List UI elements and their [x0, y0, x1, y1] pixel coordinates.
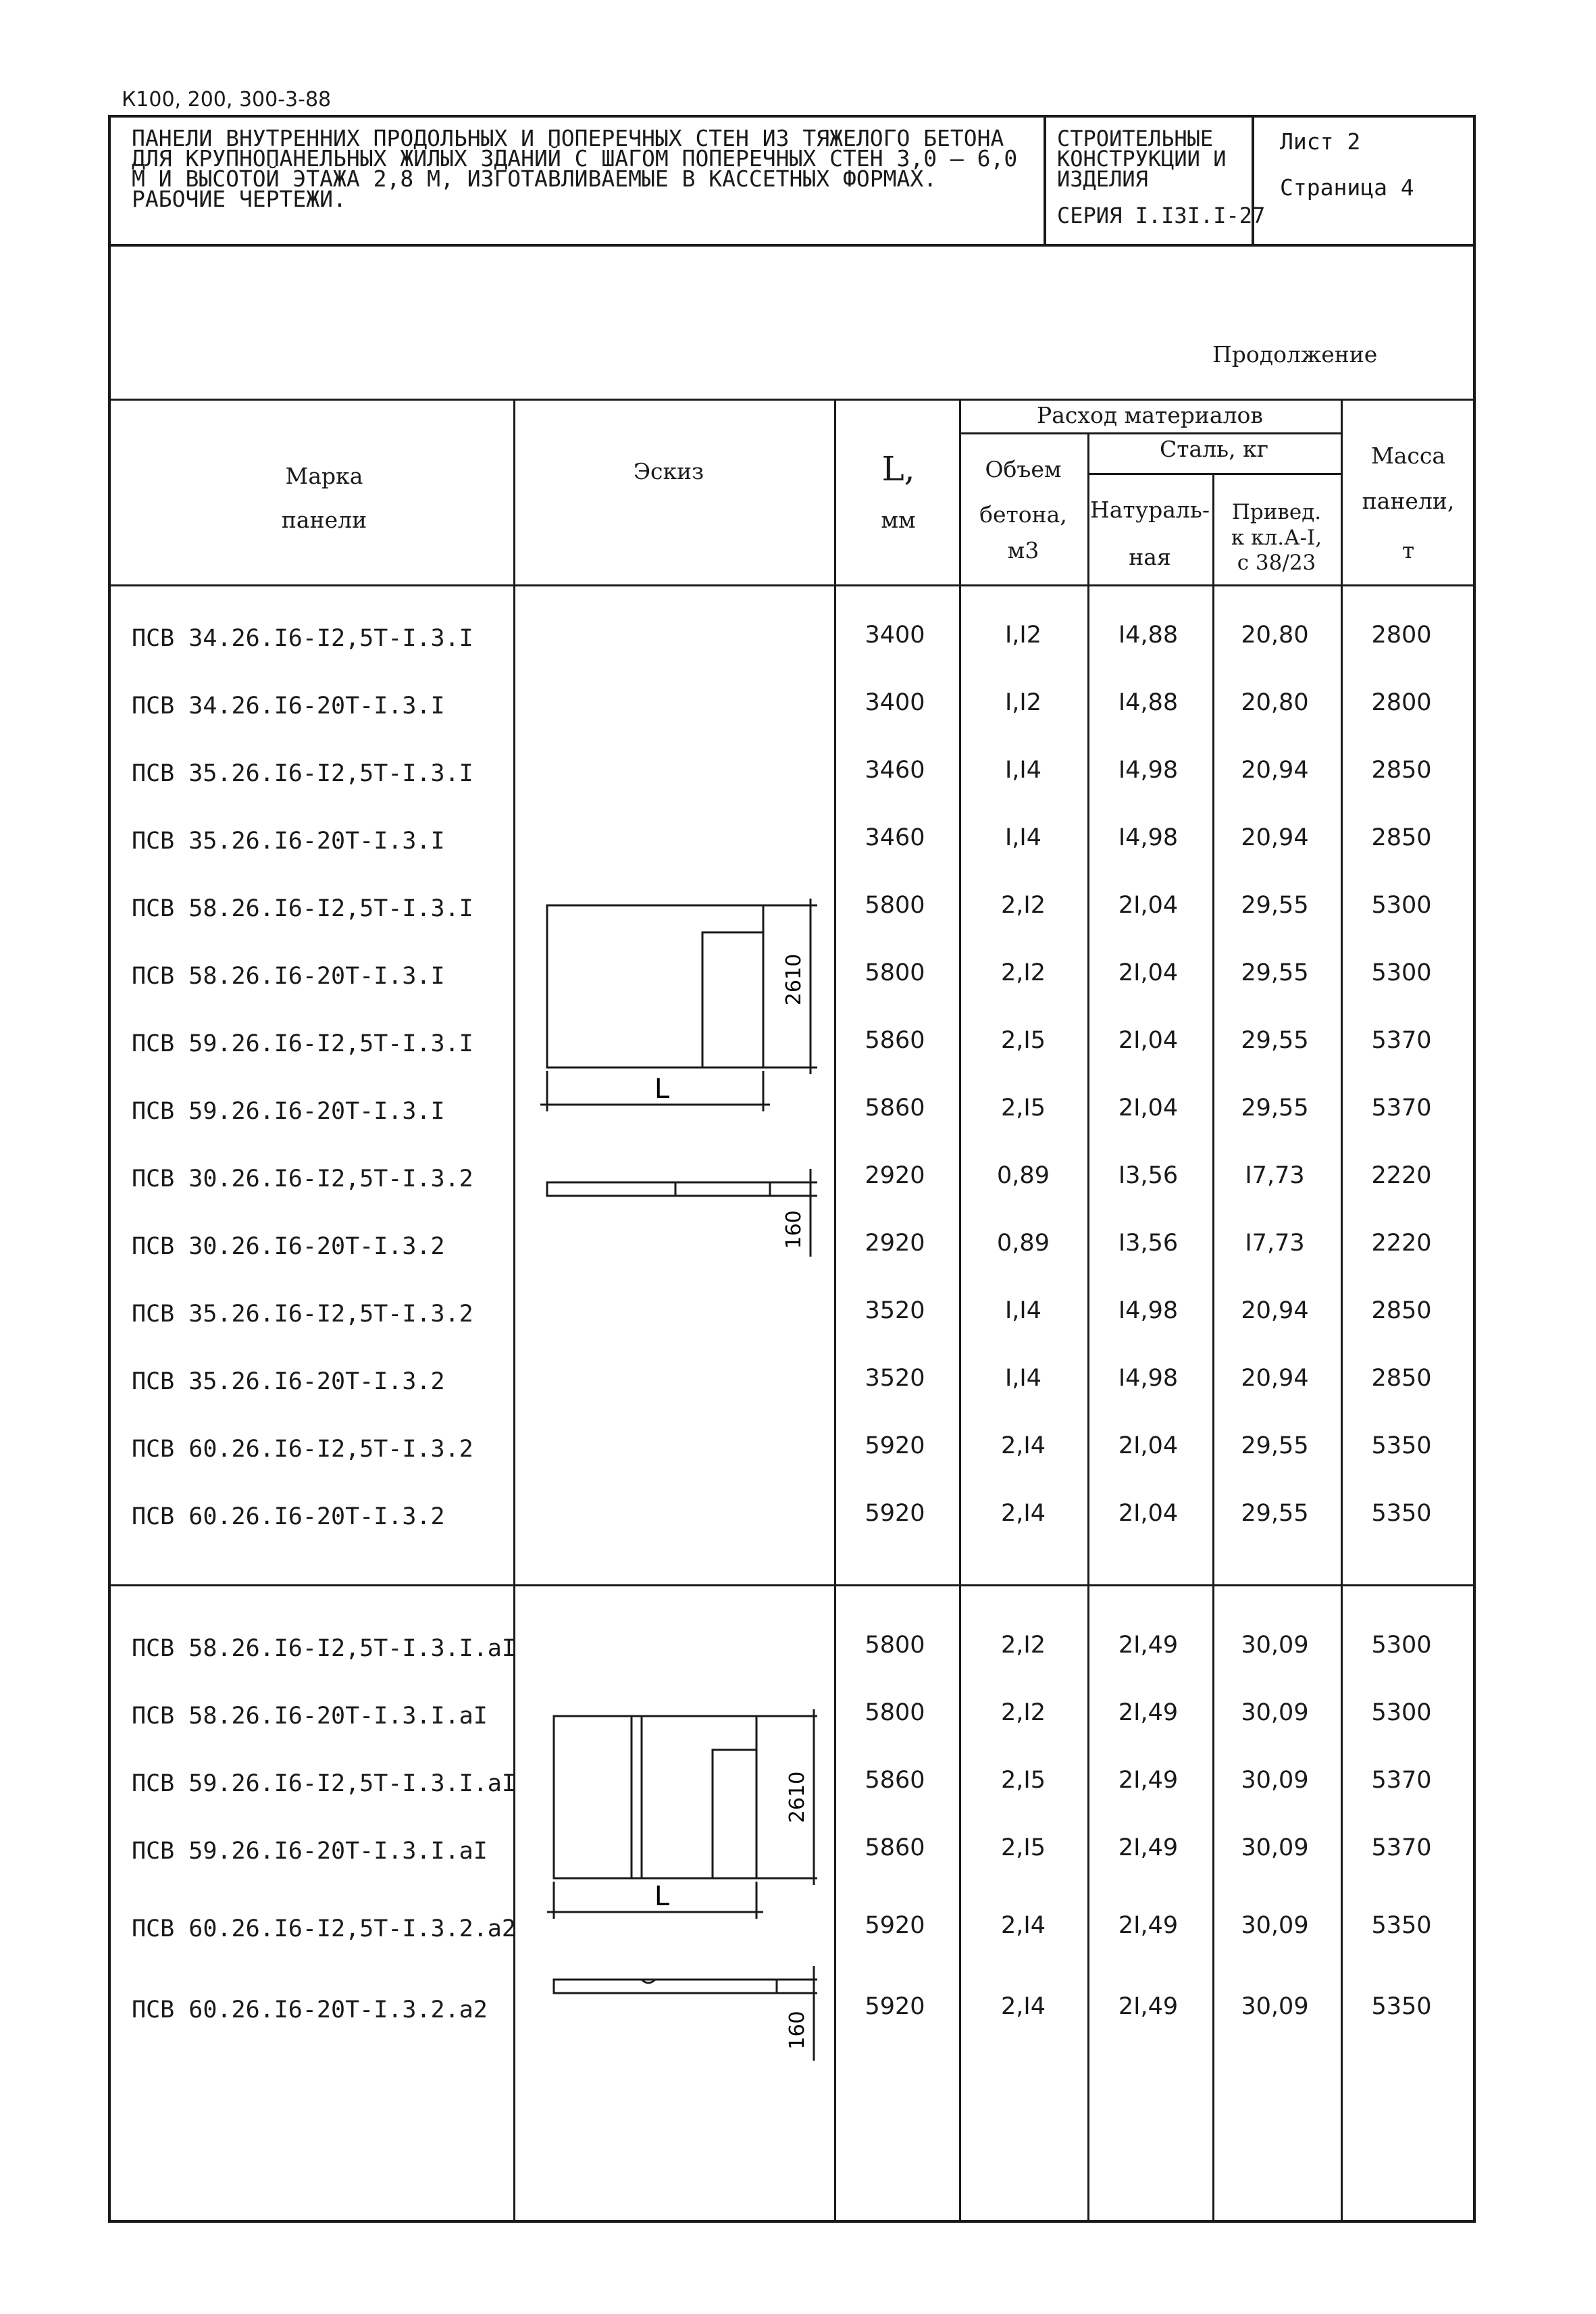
steel-natural: I4,88 [1118, 689, 1179, 716]
panel-mass: 5370 [1371, 1027, 1432, 1054]
dimension-thickness: 160 [782, 1210, 806, 1249]
header-length-symbol: L, [881, 449, 915, 488]
panel-mass: 5350 [1371, 1993, 1432, 2020]
steel-natural: 2I,04 [1118, 1027, 1179, 1054]
length-value: 5860 [865, 1095, 925, 1122]
steel-reduced: 29,55 [1241, 959, 1309, 986]
steel-reduced: 20,94 [1241, 824, 1309, 851]
panel-mark: ПСВ 35.26.I6-I2,5Т-I.3.2 [132, 1301, 473, 1328]
panel-mark: ПСВ 30.26.I6-20Т-I.3.2 [132, 1233, 445, 1260]
concrete-volume: 2,I2 [1001, 1632, 1046, 1659]
steel-natural: I4,88 [1118, 622, 1179, 649]
steel-reduced: 20,94 [1241, 1365, 1309, 1392]
header-natural-line2: ная [1129, 544, 1171, 570]
steel-reduced: 29,55 [1241, 1432, 1309, 1459]
concrete-volume: 2,I5 [1001, 1095, 1046, 1122]
header-reduced-line2: к кл.А-I, [1231, 526, 1322, 550]
header-mass-line2: панели, [1362, 488, 1455, 514]
length-value: 5920 [865, 1912, 925, 1939]
length-value: 5800 [865, 1632, 925, 1659]
panel-mark: ПСВ 60.26.I6-I2,5Т-I.3.2 [132, 1436, 473, 1463]
panel-mark: ПСВ 58.26.I6-I2,5Т-I.3.I.aI [132, 1635, 516, 1662]
panel-mark: ПСВ 58.26.I6-I2,5Т-I.3.I [132, 895, 473, 922]
steel-natural: I4,98 [1118, 1297, 1179, 1324]
length-value: 5860 [865, 1027, 925, 1054]
steel-reduced: 30,09 [1241, 1632, 1309, 1659]
steel-reduced: 29,55 [1241, 1500, 1309, 1527]
panel-mass: 5370 [1371, 1767, 1432, 1794]
length-value: 2920 [865, 1230, 925, 1257]
length-value: 3400 [865, 622, 925, 649]
concrete-volume: I,I4 [1004, 824, 1042, 851]
dimension-length: L [654, 1074, 670, 1105]
panel-mass: 2800 [1371, 689, 1432, 716]
header-mass-line1: Масса [1370, 443, 1446, 469]
length-value: 2920 [865, 1162, 925, 1189]
header-mark-line2: панели [281, 507, 367, 533]
concrete-volume: 2,I2 [1001, 892, 1046, 919]
steel-natural: I3,56 [1118, 1230, 1179, 1257]
panel-mass: 2220 [1371, 1230, 1432, 1257]
steel-natural: 2I,04 [1118, 1432, 1179, 1459]
dimension-thickness: 160 [786, 2011, 809, 2050]
length-value: 5800 [865, 1699, 925, 1726]
header-steel: Сталь, кг [1159, 436, 1268, 462]
header-natural-line1: Натураль- [1089, 497, 1210, 523]
steel-natural: I4,98 [1118, 1365, 1179, 1392]
panel-mark: ПСВ 58.26.I6-20Т-I.3.I.aI [132, 1703, 488, 1730]
panel-mass: 5350 [1371, 1912, 1432, 1939]
sketch-panel-elevation-2 [534, 1696, 831, 2074]
document-title: ПАНЕЛИ ВНУТРЕННИХ ПРОДОЛЬНЫХ И ПОПЕРЕЧНЫХ СТЕН ИЗ ТЯЖЕЛОГО БЕТОНА ДЛЯ КРУПНОПАНЕЛЬНЫХ ЖИЛЫХ ЗДАНИЙ С ШАГОМ ПОПЕРЕЧНЫХ СТЕН 3,0 – 6,0 М И ВЫСОТОЙ ЭТАЖА 2,8 М, ИЗГОТАВЛИВАЕМЫЕ В КАССЕТНЫХ ФОРМАХ. РАБОЧИЕ ЧЕРТЕЖИ. [132, 125, 1018, 212]
dimension-height: 2610 [786, 1771, 809, 1823]
panel-mark: ПСВ 30.26.I6-I2,5Т-I.3.2 [132, 1165, 473, 1192]
concrete-volume: 2,I4 [1001, 1500, 1046, 1527]
steel-natural: 2I,04 [1118, 892, 1179, 919]
steel-natural: 2I,49 [1118, 1767, 1179, 1794]
panel-mass: 2850 [1371, 1297, 1432, 1324]
panel-mark: ПСВ 34.26.I6-20Т-I.3.I [132, 693, 445, 720]
steel-natural: 2I,04 [1118, 1095, 1179, 1122]
panel-mass: 2850 [1371, 757, 1432, 784]
steel-reduced: 30,09 [1241, 1834, 1309, 1861]
header-materials: Расход материалов [1037, 402, 1263, 428]
concrete-volume: 2,I2 [1001, 1699, 1046, 1726]
steel-natural: 2I,04 [1118, 959, 1179, 986]
page-number: Страница 4 [1280, 174, 1414, 201]
steel-natural: 2I,49 [1118, 1632, 1179, 1659]
length-value: 5920 [865, 1500, 925, 1527]
steel-natural: I4,98 [1118, 757, 1179, 784]
length-value: 5860 [865, 1834, 925, 1861]
steel-reduced: 30,09 [1241, 1699, 1309, 1726]
steel-natural: I4,98 [1118, 824, 1179, 851]
continued-label: Продолжение [1212, 341, 1378, 368]
dimension-length: L [654, 1881, 670, 1912]
panel-mark: ПСВ 59.26.I6-I2,5Т-I.3.I [132, 1030, 473, 1057]
panel-mark: ПСВ 59.26.I6-20Т-I.3.I [132, 1098, 445, 1125]
panel-mass: 2220 [1371, 1162, 1432, 1189]
sketch-panel-elevation-1 [527, 878, 831, 1270]
steel-reduced: 29,55 [1241, 892, 1309, 919]
concrete-volume: 0,89 [997, 1162, 1050, 1189]
panel-mass: 5300 [1371, 1632, 1432, 1659]
panel-mass: 2850 [1371, 1365, 1432, 1392]
length-value: 5920 [865, 1993, 925, 2020]
panel-mark: ПСВ 35.26.I6-20Т-I.3.2 [132, 1368, 445, 1395]
concrete-volume: 2,I2 [1001, 959, 1046, 986]
steel-reduced: 30,09 [1241, 1912, 1309, 1939]
concrete-volume: I,I4 [1004, 757, 1042, 784]
steel-reduced: 29,55 [1241, 1027, 1309, 1054]
length-value: 3520 [865, 1365, 925, 1392]
length-value: 3460 [865, 824, 925, 851]
panel-mark: ПСВ 59.26.I6-20Т-I.3.I.aI [132, 1838, 488, 1865]
header-concrete-line3: м3 [1007, 537, 1039, 563]
length-value: 5800 [865, 892, 925, 919]
panel-mark: ПСВ 60.26.I6-I2,5Т-I.3.2.a2 [132, 1915, 516, 1942]
panel-mark: ПСВ 58.26.I6-20Т-I.3.I [132, 963, 445, 990]
steel-reduced: 29,55 [1241, 1095, 1309, 1122]
concrete-volume: 2,I4 [1001, 1432, 1046, 1459]
steel-natural: I3,56 [1118, 1162, 1179, 1189]
header-mass-line3: т [1401, 537, 1415, 563]
steel-natural: 2I,49 [1118, 1699, 1179, 1726]
concrete-volume: I,I2 [1004, 689, 1042, 716]
panel-mass: 5300 [1371, 892, 1432, 919]
concrete-volume: I,I4 [1004, 1297, 1042, 1324]
panel-mass: 5350 [1371, 1500, 1432, 1527]
length-value: 5860 [865, 1767, 925, 1794]
concrete-volume: 2,I4 [1001, 1912, 1046, 1939]
concrete-volume: I,I4 [1004, 1365, 1042, 1392]
length-value: 3460 [865, 757, 925, 784]
length-value: 3520 [865, 1297, 925, 1324]
panel-mass: 5370 [1371, 1834, 1432, 1861]
panel-mass: 2850 [1371, 824, 1432, 851]
steel-natural: 2I,49 [1118, 1993, 1179, 2020]
header-concrete-line1: Объем [985, 456, 1062, 482]
concrete-volume: 2,I5 [1001, 1834, 1046, 1861]
header-sketch: Эскиз [633, 458, 704, 484]
concrete-volume: 2,I5 [1001, 1767, 1046, 1794]
concrete-volume: I,I2 [1004, 622, 1042, 649]
panel-mark: ПСВ 60.26.I6-20Т-I.3.2 [132, 1503, 445, 1530]
steel-reduced: 20,94 [1241, 1297, 1309, 1324]
header-reduced-line1: Привед. [1231, 500, 1322, 524]
sheet-number: Лист 2 [1280, 128, 1361, 155]
header-reduced-line3: с 38/23 [1237, 551, 1316, 575]
category-label: СТРОИТЕЛЬНЫЕ КОНСТРУКЦИИ И ИЗДЕЛИЯ [1057, 126, 1227, 192]
panel-mark: ПСВ 35.26.I6-20Т-I.3.I [132, 828, 445, 855]
panel-mass: 5350 [1371, 1432, 1432, 1459]
document-code: К100, 200, 300-3-88 [122, 88, 332, 111]
concrete-volume: 2,I5 [1001, 1027, 1046, 1054]
panel-mass: 5300 [1371, 1699, 1432, 1726]
panel-mark: ПСВ 34.26.I6-I2,5Т-I.3.I [132, 625, 473, 652]
series-number: СЕРИЯ I.I3I.I-27 [1057, 203, 1266, 228]
panel-mark: ПСВ 35.26.I6-I2,5Т-I.3.I [132, 760, 473, 787]
panel-mark: ПСВ 59.26.I6-I2,5Т-I.3.I.aI [132, 1770, 516, 1797]
steel-reduced: 30,09 [1241, 1993, 1309, 2020]
steel-reduced: 20,80 [1241, 622, 1309, 649]
dimension-height: 2610 [782, 953, 806, 1006]
header-concrete-line2: бетона, [979, 501, 1067, 528]
panel-mass: 2800 [1371, 622, 1432, 649]
panel-mark: ПСВ 60.26.I6-20Т-I.3.2.a2 [132, 1996, 488, 2023]
concrete-volume: 0,89 [997, 1230, 1050, 1257]
panel-mass: 5300 [1371, 959, 1432, 986]
header-length-unit: мм [881, 507, 916, 533]
steel-reduced: 30,09 [1241, 1767, 1309, 1794]
steel-reduced: 20,94 [1241, 757, 1309, 784]
steel-natural: 2I,04 [1118, 1500, 1179, 1527]
steel-natural: 2I,49 [1118, 1834, 1179, 1861]
steel-reduced: I7,73 [1245, 1230, 1305, 1257]
header-mark-line1: Марка [285, 463, 363, 489]
length-value: 5800 [865, 959, 925, 986]
length-value: 3400 [865, 689, 925, 716]
steel-reduced: I7,73 [1245, 1162, 1305, 1189]
steel-natural: 2I,49 [1118, 1912, 1179, 1939]
panel-mass: 5370 [1371, 1095, 1432, 1122]
concrete-volume: 2,I4 [1001, 1993, 1046, 2020]
length-value: 5920 [865, 1432, 925, 1459]
steel-reduced: 20,80 [1241, 689, 1309, 716]
